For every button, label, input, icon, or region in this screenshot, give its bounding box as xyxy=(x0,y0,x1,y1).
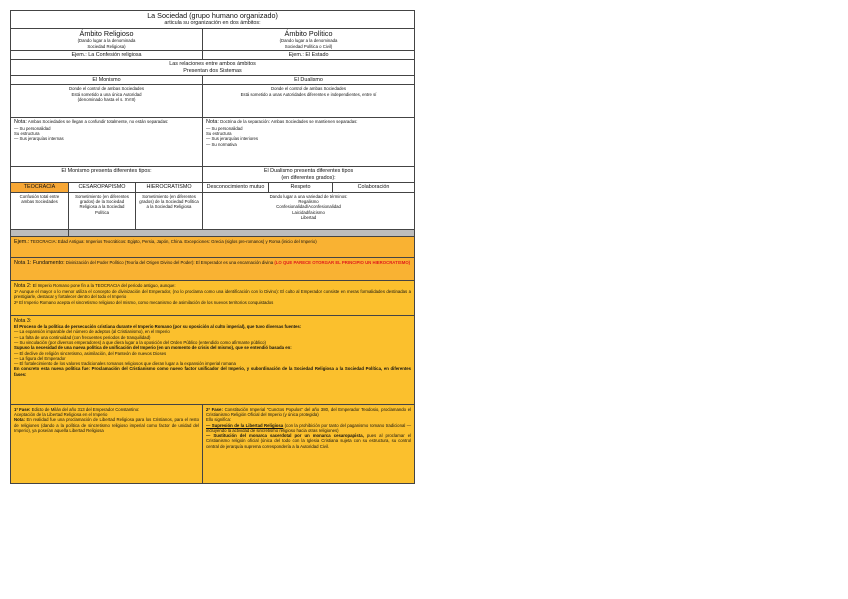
fase1-line2: Aceptación de la Libertad Religiosa en el Imperio xyxy=(14,411,108,417)
dualismo-nota-item: — Sus jerarquías interiores xyxy=(206,136,259,142)
monismo-tipos-header: El Monismo presenta diferentes tipos: xyxy=(11,167,203,183)
nota1-red-text: (LO QUE PARECE OTORGAR EL PRINCIPIO UN HIEROCRATISMO) xyxy=(274,259,411,265)
nota2-line3: 2º El Imperio Romano acepta el sincretismo religioso del mismo, como mecanismo de asimilación de los nuevos territorios conquistados xyxy=(14,299,274,305)
ambito-religioso-line2: Sociedad Religiosa) xyxy=(87,43,126,49)
monismo-desc xyxy=(11,85,203,118)
nota3-line3: — La falta de una continuidad (con frecuentes periodos de tranquilidad) xyxy=(14,334,151,340)
header-subtitle: articula su organización en dos ámbitos: xyxy=(164,20,261,27)
nota3 xyxy=(11,315,415,404)
dual-desc-1: Dando lugar a una variedad de términos: xyxy=(269,193,348,199)
tipo-teocracia: TEOCRACIA xyxy=(11,183,69,192)
ambitos-row xyxy=(11,28,415,50)
tipo-colaboracion: Colaboración xyxy=(333,183,415,192)
relaciones-row xyxy=(11,60,415,76)
nota3-lead: Nota 3: xyxy=(14,317,32,324)
dualismo-tipos-header-1: El Dualismo presenta diferentes tipos xyxy=(263,168,354,175)
ambito-religioso-title: Ámbito Religioso xyxy=(79,28,134,38)
nota1-text: Divinización del Poder Político (Teoría del Origen Divino del Poder): El Emperador es una encarnación divina xyxy=(64,259,275,265)
ejem-politico: Ejem.: El Estado xyxy=(203,50,415,59)
fases-row xyxy=(11,404,415,483)
sistemas-desc-row xyxy=(11,85,415,118)
notas-sistemas-row xyxy=(11,118,415,167)
fase2-line4: pues al proclamar el Cristianismo religión oficial (única del todo con la Iglesia Cristiana sujeta con su estructura, su control central de jerarquía suprema correspondería a la Autoridad Civil. xyxy=(206,433,412,449)
ejem-teocracia-row xyxy=(11,236,415,257)
tipos-header-row xyxy=(11,167,415,183)
dualismo-tipos-header-2: (en diferentes grados): xyxy=(281,174,336,181)
dual-desc-5: Libertad xyxy=(300,214,317,220)
relaciones-cell xyxy=(11,60,415,76)
dualismo-nota-item: — Su personalidad xyxy=(206,125,243,131)
header-row xyxy=(11,11,415,29)
grey-divider xyxy=(69,229,415,236)
dualismo-nota-lead: Nota: xyxy=(206,119,219,126)
ambito-politico-line1: (Dando lugar a la denominada xyxy=(279,38,338,44)
nota3-line4: — Su vinculación (por diversos emperadores) a que diera lugar a la oposición del Orden Público (entendido como afirmante público) xyxy=(14,339,266,345)
relaciones-line2: Presentan dos Sistemas xyxy=(183,67,242,74)
teocracia-desc: Confusión total entre ambas Sociedades xyxy=(11,192,69,229)
ambito-politico-title: Ámbito Político xyxy=(284,28,333,38)
header-title: La Sociedad (grupo humano organizado) xyxy=(147,11,278,20)
fase2 xyxy=(203,404,415,483)
dualismo-title: El Dualismo xyxy=(203,76,415,85)
ejem-teocracia xyxy=(11,236,415,257)
dualismo-nota-item: Su estructura xyxy=(206,131,232,137)
nota3-line5: Supuso la necesidad de una nueva política de unificación del Imperio (en un momento de crisis del mismo), que se entendió basada en: xyxy=(14,345,292,351)
ambito-religioso xyxy=(11,28,203,50)
dualismo-desc-1: Donde el control de ambas Sociedades xyxy=(271,86,347,92)
nota3-line6: — El declive de religión sincretismo, asimilación, del Panteón de nuevos Dioses xyxy=(14,350,167,356)
dualismo-nota-item: — Su normativa xyxy=(206,141,237,147)
nota3-row xyxy=(11,315,415,404)
ambito-politico xyxy=(203,28,415,50)
monismo-desc-3: (denominado hasta el s. XVIII) xyxy=(77,97,136,103)
nota3-line7: — La figura del Emperador xyxy=(14,355,66,361)
dualismo-desc-2: Está sometido a unas Autoridades diferentes e independientes, entre sí xyxy=(240,91,377,97)
dualismo-nota-text: Doctrina de la separación: Ambas Sociedades se mantienen separadas: xyxy=(218,119,358,125)
nota3-line9: En concreto esta nueva política fue: Proclamación del Cristianismo como nuevo factor unificador del Imperio, y subordinación de la Sociedad Religiosa a la Sociedad Política, en diferentes fases: xyxy=(14,366,412,377)
tipo-cesaropapismo: CESAROPAPISMO xyxy=(69,183,136,192)
fase2-line4-lead: — Sustitución del monarca sacerdotal por un monarca cesaropapista, xyxy=(206,433,364,439)
cesaropapismo-desc: Sometimiento (en diferentes grados) de la Sociedad Religiosa a la Sociedad Política xyxy=(69,192,136,229)
tipo-hierocratismo: HIEROCRATISMO xyxy=(136,183,203,192)
ambito-politico-line2: Sociedad Política o Civil) xyxy=(284,43,333,49)
dual-desc-2: Regalismo xyxy=(298,198,319,204)
monismo-desc-1: Donde el control de ambas Sociedades xyxy=(68,86,144,92)
fase2-line3: (con la prohibición por tanto del paganismo romano tradicional —incluyendo la actividad de sincretismo religioso hacia otras religiones) xyxy=(206,422,412,433)
tipo-respeto: Respeto xyxy=(269,183,333,192)
tipos-desc-row xyxy=(11,192,415,229)
ejem-religioso: Ejem.: La Confesión religiosa xyxy=(11,50,203,59)
fase1-line1: Edicto de Milán del año 313 del Emperador Constantino: xyxy=(30,406,140,412)
ejem-row xyxy=(11,50,415,59)
fase1-lead: 1ª Fase: xyxy=(14,406,31,412)
header-cell xyxy=(11,11,415,29)
fase1 xyxy=(11,404,203,483)
nota2-line2: 1º Aunque el mayor o lo menor utiliza el concepto de divinización del Emperador, (no lo proclama como una identificación con lo Divino): El culto al Emperador consiste en meras formalidades destinadas a prestigiarle, destacar y fortalecer dentro del todo el Imperio xyxy=(14,289,412,300)
dualismo-desc xyxy=(203,85,415,118)
dual-desc-4: Laicidad/laicismo xyxy=(292,209,325,215)
fase2-line3-lead: — Supresión de la Libertad Religiosa xyxy=(206,422,284,428)
monismo-nota-item: — Su personalidad xyxy=(14,125,51,131)
grey-divider-row xyxy=(11,229,415,236)
grey-divider xyxy=(11,229,69,236)
relaciones-line1: Las relaciones entre ambos ámbitos xyxy=(169,61,256,68)
ejem-teocracia-text: TEOCRACIA: Edad Antigua: Imperios Teocráticos: Egipto, Persia, Japón, China. Excepciones: Grecia (siglos pre-romanos) y Roma (inicio del Imperio) xyxy=(29,238,317,244)
ejem-teocracia-lead: Ejem.: xyxy=(14,238,30,245)
dualismo-terminos xyxy=(203,192,415,229)
document xyxy=(10,10,414,484)
tipo-desconocimiento: Desconocimiento mutuo xyxy=(203,183,269,192)
nota2-row xyxy=(11,280,415,315)
nota1-lead: Nota 1: Fundamento: xyxy=(14,259,65,266)
nota2 xyxy=(11,280,415,315)
dualismo-tipos-header xyxy=(203,167,415,183)
monismo-nota xyxy=(11,118,203,167)
fase2-line2: Ello significa: xyxy=(206,417,232,423)
sistemas-row xyxy=(11,76,415,85)
nota2-line1: El Imperio Romano pone fin a la TEOCRACIA del periodo antiguo, aunque: xyxy=(31,282,176,288)
summary-table xyxy=(10,10,415,484)
dualismo-nota xyxy=(203,118,415,167)
nota2-lead: Nota 2: xyxy=(14,282,32,289)
nota3-line2: — La expansión imparable del número de adeptos (al Cristianismo), en el Imperio xyxy=(14,329,170,335)
dual-desc-3: Confesionalidad/Aconfesionalidad xyxy=(276,204,341,210)
nota1-row xyxy=(11,257,415,280)
ambito-religioso-line1: (Dando lugar a la denominada xyxy=(77,38,136,44)
nota3-line8: — El fortalecimiento de los valores tradicionales romanos religiosos que dieran lugar a la expansión imperial romana xyxy=(14,361,236,367)
monismo-nota-lead: Nota: xyxy=(14,119,27,126)
hierocratismo-desc: Sometimiento (en diferentes grados) de la Sociedad Política a la Sociedad Religiosa xyxy=(136,192,203,229)
fase1-note-lead: Nota: xyxy=(14,417,25,423)
tipos-row xyxy=(11,183,415,192)
monismo-title: El Monismo xyxy=(11,76,203,85)
fase1-note: En realidad fue una proclamación de Libertad Religiosa para los Cristianos, para el resto de religiones (dando a la política de sincretismo religioso imperial como factor de unidad del Imperio), ya poseían aquella Libertad Religiosa xyxy=(14,417,199,433)
monismo-nota-text: Ambas Sociedades se llegan a confundir totalmente, no están separadas: xyxy=(26,119,169,125)
fase2-lead: 2ª Fase: xyxy=(206,406,223,412)
nota3-line1: El Proceso de la política de persecución cristiana durante el Imperio Romano (por su oposición al culto imperial), que tuvo diversas fuentes: xyxy=(14,324,302,330)
monismo-nota-item: — Sus jerarquías internas xyxy=(14,136,64,142)
fase2-line1: Constitución Imperial "Cunctos Populos" del año 380, del Emperador Teodosio, proclamando el Cristianismo Religión Oficial del Imperio (y única protegida) xyxy=(206,406,412,417)
monismo-nota-item: Su estructura xyxy=(14,131,40,137)
monismo-desc-2: Está sometido a una única Autoridad xyxy=(71,91,142,97)
nota1 xyxy=(11,257,415,280)
